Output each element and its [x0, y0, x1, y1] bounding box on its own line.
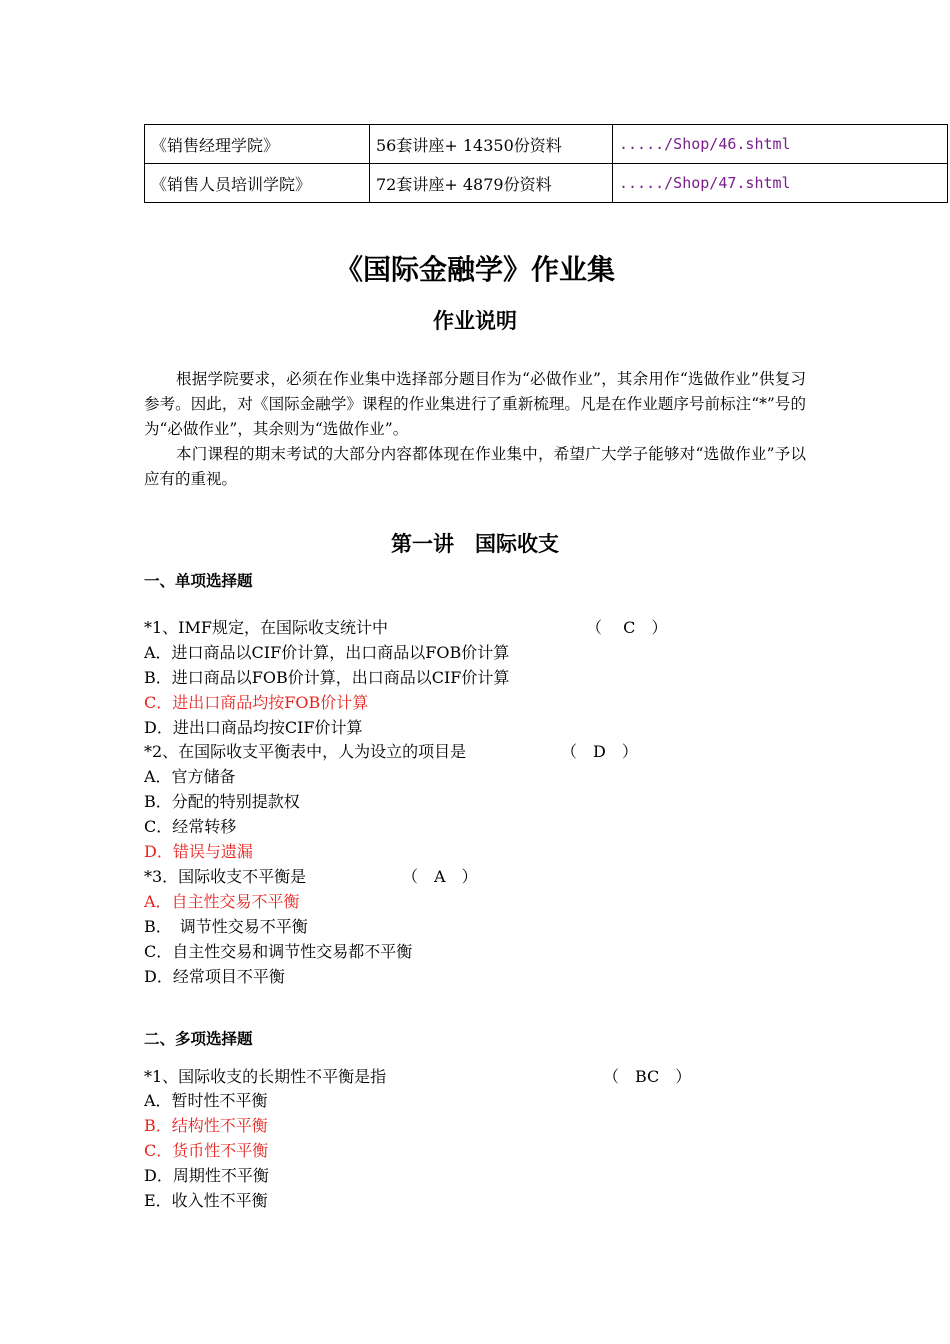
- section-heading: 一、单项选择题: [144, 572, 253, 590]
- option-item: E．收入性不平衡: [144, 1191, 268, 1210]
- table-cell-count: 56套讲座+ 14350份资料: [370, 125, 613, 164]
- answer-bracket: （ D ）: [561, 742, 638, 761]
- option-item-correct: B．结构性不平衡: [144, 1116, 268, 1135]
- question-text: *2、在国际收支平衡表中，人为设立的项目是: [144, 742, 467, 761]
- table-cell-name: 《销售经理学院》: [145, 125, 370, 164]
- table-cell-name: 《销售人员培训学院》: [145, 164, 370, 203]
- section-heading: 二、多项选择题: [144, 1030, 253, 1048]
- option-item: B．分配的特别提款权: [144, 792, 300, 811]
- option-item: C．经常转移: [144, 817, 237, 836]
- option-item-correct: C．进出口商品均按FOB价计算: [144, 693, 369, 712]
- option-item: A．进口商品以CIF价计算，出口商品以FOB价计算: [144, 643, 510, 662]
- option-item: D．经常项目不平衡: [144, 967, 285, 986]
- question-text: *1、IMF规定，在国际收支统计中: [144, 618, 388, 637]
- option-item: A．暂时性不平衡: [144, 1091, 268, 1110]
- shop-link[interactable]: ...../Shop/47.shtml: [613, 164, 948, 203]
- option-item: B．进口商品以FOB价计算，出口商品以CIF价计算: [144, 668, 510, 687]
- intro-paragraph: 本门课程的期末考试的大部分内容都体现在作业集中，希望广大学子能够对“选做作业”予以应有的重视。: [144, 445, 806, 488]
- document-subtitle: 作业说明: [433, 309, 517, 333]
- option-item-correct: D．错误与遗漏: [144, 842, 253, 861]
- option-item-correct: C．货币性不平衡: [144, 1141, 269, 1160]
- intro-paragraph: 根据学院要求，必须在作业集中选择部分题目作为“必做作业”，其余用作“选做作业”供复习参考。因此，对《国际金融学》课程的作业集进行了重新梳理。凡是在作业题序号前标注“*”号的为“必做作业”，其余则为“选做作业”。: [144, 370, 806, 438]
- table-row: [145, 125, 948, 164]
- option-item: B． 调节性交易不平衡: [144, 917, 308, 936]
- document-title: 《国际金融学》作业集: [334, 253, 615, 286]
- ads-table: [144, 124, 948, 203]
- option-item: A．官方储备: [144, 767, 236, 786]
- question-text: *3．国际收支不平衡是: [144, 867, 307, 886]
- option-item: D．周期性不平衡: [144, 1166, 269, 1185]
- table-row: [145, 164, 948, 203]
- answer-bracket: （ BC ）: [603, 1067, 692, 1086]
- table-cell-count: 72套讲座+ 4879份资料: [370, 164, 613, 203]
- option-item: D．进出口商品均按CIF价计算: [144, 718, 363, 737]
- option-item-correct: A．自主性交易不平衡: [144, 892, 300, 911]
- question-text: *1、国际收支的长期性不平衡是指: [144, 1067, 387, 1086]
- answer-bracket: （ A ）: [402, 867, 478, 886]
- option-item: C．自主性交易和调节性交易都不平衡: [144, 942, 413, 961]
- answer-bracket: （ C ）: [586, 618, 668, 637]
- shop-link[interactable]: ...../Shop/46.shtml: [613, 125, 948, 164]
- lecture-title: 第一讲 国际收支: [391, 532, 559, 556]
